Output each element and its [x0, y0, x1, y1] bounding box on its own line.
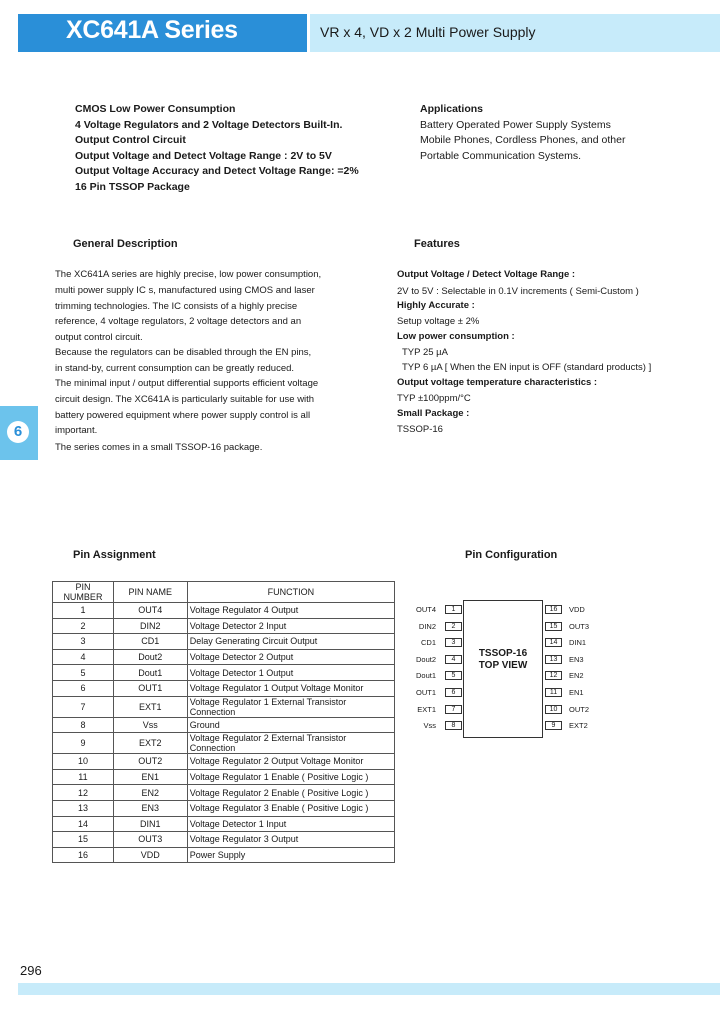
highlight-item: CMOS Low Power Consumption [75, 103, 236, 115]
table-row [53, 603, 395, 619]
series-title: XC641A Series [66, 16, 238, 44]
pin-function-cell: Voltage Regulator 2 Enable ( Positive Logic ) [187, 785, 394, 801]
pin-name-cell: OUT2 [113, 754, 187, 770]
feature-detail: TYP 6 µA [ When the EN input is OFF (standard products) ] [402, 362, 652, 373]
pin-name-cell: EN2 [113, 785, 187, 801]
pin-function-cell: Ground [187, 717, 394, 733]
pin-function-cell: Voltage Detector 1 Output [187, 665, 394, 681]
pin-function-cell: Voltage Detector 2 Input [187, 618, 394, 634]
view-label: TOP VIEW [478, 660, 528, 671]
table-row [53, 618, 395, 634]
pin-number-cell: 15 [53, 832, 114, 848]
left-pin-name: Dout1 [415, 671, 436, 680]
feature-detail: Setup voltage ± 2% [397, 316, 480, 327]
pin-function-cell: Voltage Regulator 2 External Transistor Connection [187, 733, 394, 754]
right-pin-number: 15 [545, 622, 562, 631]
right-pin-name: OUT3 [569, 622, 590, 631]
pin-number-cell: 9 [53, 733, 114, 754]
left-pin-number: 4 [445, 655, 462, 664]
right-pin-number: 11 [545, 688, 562, 697]
left-pin-number: 2 [445, 622, 462, 631]
pin-assignment-table [52, 581, 395, 863]
pin-name-cell: EN1 [113, 769, 187, 785]
pin-function-cell: Voltage Detector 1 Input [187, 816, 394, 832]
highlight-item: Output Voltage and Detect Voltage Range : 2V to 5V [75, 150, 332, 162]
pin-number-cell: 11 [53, 769, 114, 785]
right-pin-name: EN1 [569, 688, 584, 697]
right-pin-number: 12 [545, 671, 562, 680]
table-row [53, 649, 395, 665]
pin-name-cell: DIN1 [113, 816, 187, 832]
description-line: output control circuit. [55, 332, 143, 343]
pin-number-cell: 3 [53, 634, 114, 650]
description-line: battery powered equipment where power supply control is all [55, 410, 311, 421]
pin-function-cell: Voltage Regulator 3 Enable ( Positive Logic ) [187, 800, 394, 816]
right-pin-name: OUT2 [569, 705, 590, 714]
chapter-number: 6 [7, 421, 29, 443]
pin-assignment-heading: Pin Assignment [73, 549, 156, 561]
left-pin-number: 8 [445, 721, 462, 730]
chip-label [466, 648, 540, 672]
feature-heading: Output Voltage / Detect Voltage Range : [397, 269, 576, 280]
description-line: in stand-by, current consumption can be greatly reduced. [55, 363, 295, 374]
left-pin-number: 5 [445, 671, 462, 680]
pin-name-cell: DIN2 [113, 618, 187, 634]
pin-number-cell: 4 [53, 649, 114, 665]
table-row [53, 754, 395, 770]
footer-bar [18, 983, 720, 995]
description-line: The series comes in a small TSSOP-16 package. [55, 442, 263, 453]
left-pin-name: CD1 [420, 638, 436, 647]
left-pin-name: Dout2 [415, 655, 436, 664]
table-row [53, 769, 395, 785]
description-line: The XC641A series are highly precise, low power consumption, [55, 269, 322, 280]
description-line: Because the regulators can be disabled through the EN pins, [55, 347, 312, 358]
left-pin-name: OUT4 [415, 605, 436, 614]
pin-number-cell: 14 [53, 816, 114, 832]
applications-heading: Applications [420, 103, 484, 115]
pin-function-cell: Voltage Detector 2 Output [187, 649, 394, 665]
pin-number-cell: 5 [53, 665, 114, 681]
pin-name-cell: EXT1 [113, 696, 187, 717]
right-pin-name: EN3 [569, 655, 584, 664]
table-row [53, 717, 395, 733]
pin-function-cell: Voltage Regulator 1 Output Voltage Monitor [187, 680, 394, 696]
left-pin-name: OUT1 [415, 688, 436, 697]
right-pin-number: 9 [545, 721, 562, 730]
pin-name-cell: Vss [113, 717, 187, 733]
left-pin-name: Vss [423, 721, 436, 730]
table-row [53, 832, 395, 848]
left-pin-number: 1 [445, 605, 462, 614]
pin-number-cell: 8 [53, 717, 114, 733]
table-row [53, 733, 395, 754]
description-line: trimming technologies. The IC consists of a highly precise [55, 301, 298, 312]
table-row [53, 680, 395, 696]
pin-function-cell: Power Supply [187, 847, 394, 863]
pin-number-cell: 1 [53, 603, 114, 619]
applications-line: Mobile Phones, Cordless Phones, and other [420, 134, 626, 146]
right-pin-name: VDD [569, 605, 585, 614]
pin-name-cell: OUT4 [113, 603, 187, 619]
pin-function-cell: Delay Generating Circuit Output [187, 634, 394, 650]
pin-number-cell: 6 [53, 680, 114, 696]
left-pin-number: 7 [445, 705, 462, 714]
highlight-item: Output Voltage Accuracy and Detect Voltage Range: =2% [75, 165, 359, 177]
right-pin-name: DIN1 [569, 638, 587, 647]
description-line: multi power supply IC s, manufactured using CMOS and laser [55, 285, 315, 296]
pin-number-cell: 2 [53, 618, 114, 634]
pin-name-cell: CD1 [113, 634, 187, 650]
table-header-row [53, 582, 395, 603]
pin-name-cell: VDD [113, 847, 187, 863]
table-row [53, 634, 395, 650]
applications-line: Portable Communication Systems. [420, 150, 582, 162]
highlight-item: Output Control Circuit [75, 134, 186, 146]
package-label: TSSOP-16 [478, 648, 528, 659]
table-row [53, 847, 395, 863]
table-row [53, 785, 395, 801]
right-pin-name: EN2 [569, 671, 584, 680]
right-pin-name: EXT2 [569, 721, 588, 730]
description-line: important. [55, 425, 98, 436]
pin-function-cell: Voltage Regulator 1 Enable ( Positive Logic ) [187, 769, 394, 785]
general-description-heading: General Description [73, 238, 178, 250]
features-heading: Features [414, 238, 460, 250]
feature-heading: Output voltage temperature characteristics : [397, 377, 598, 388]
left-pin-number: 6 [445, 688, 462, 697]
feature-heading: Highly Accurate : [397, 300, 475, 311]
left-pin-name: DIN2 [418, 622, 436, 631]
pin-function-cell: Voltage Regulator 4 Output [187, 603, 394, 619]
pin-function-cell: Voltage Regulator 1 External Transistor Connection [187, 696, 394, 717]
series-subtitle: VR x 4, VD x 2 Multi Power Supply [320, 24, 536, 40]
column-header: PIN NAME [113, 582, 187, 603]
pin-name-cell: Dout1 [113, 665, 187, 681]
feature-detail: TSSOP-16 [397, 424, 443, 435]
left-pin-number: 3 [445, 638, 462, 647]
pin-configuration-heading: Pin Configuration [465, 549, 558, 561]
right-pin-number: 14 [545, 638, 562, 647]
feature-detail: 2V to 5V : Selectable in 0.1V increments ( Semi-Custom ) [397, 286, 639, 297]
highlight-item: 4 Voltage Regulators and 2 Voltage Detectors Built-In. [75, 119, 343, 131]
feature-detail: TYP 25 µA [402, 347, 448, 358]
pin-name-cell: EXT2 [113, 733, 187, 754]
table-row [53, 800, 395, 816]
feature-detail: TYP ±100ppm/°C [397, 393, 471, 404]
feature-heading: Small Package : [397, 408, 470, 419]
right-pin-number: 13 [545, 655, 562, 664]
pin-number-cell: 10 [53, 754, 114, 770]
highlight-item: 16 Pin TSSOP Package [75, 181, 190, 193]
pin-name-cell: OUT1 [113, 680, 187, 696]
description-line: reference, 4 voltage regulators, 2 voltage detectors and an [55, 316, 302, 327]
pin-name-cell: Dout2 [113, 649, 187, 665]
feature-heading: Low power consumption : [397, 331, 515, 342]
column-header: PIN NUMBER [53, 582, 114, 603]
column-header: FUNCTION [187, 582, 394, 603]
pin-function-cell: Voltage Regulator 2 Output Voltage Monitor [187, 754, 394, 770]
pin-number-cell: 16 [53, 847, 114, 863]
pin-number-cell: 7 [53, 696, 114, 717]
page-number: 296 [20, 963, 42, 978]
description-line: The minimal input / output differential supports efficient voltage [55, 378, 319, 389]
right-pin-number: 10 [545, 705, 562, 714]
right-pin-number: 16 [545, 605, 562, 614]
description-line: circuit design. The XC641A is particularly suitable for use with [55, 394, 315, 405]
table-row [53, 816, 395, 832]
table-row [53, 665, 395, 681]
table-row [53, 696, 395, 717]
pin-function-cell: Voltage Regulator 3 Output [187, 832, 394, 848]
applications-line: Battery Operated Power Supply Systems [420, 119, 611, 131]
pin-name-cell: EN3 [113, 800, 187, 816]
pin-name-cell: OUT3 [113, 832, 187, 848]
pin-number-cell: 13 [53, 800, 114, 816]
pin-number-cell: 12 [53, 785, 114, 801]
left-pin-name: EXT1 [417, 705, 436, 714]
